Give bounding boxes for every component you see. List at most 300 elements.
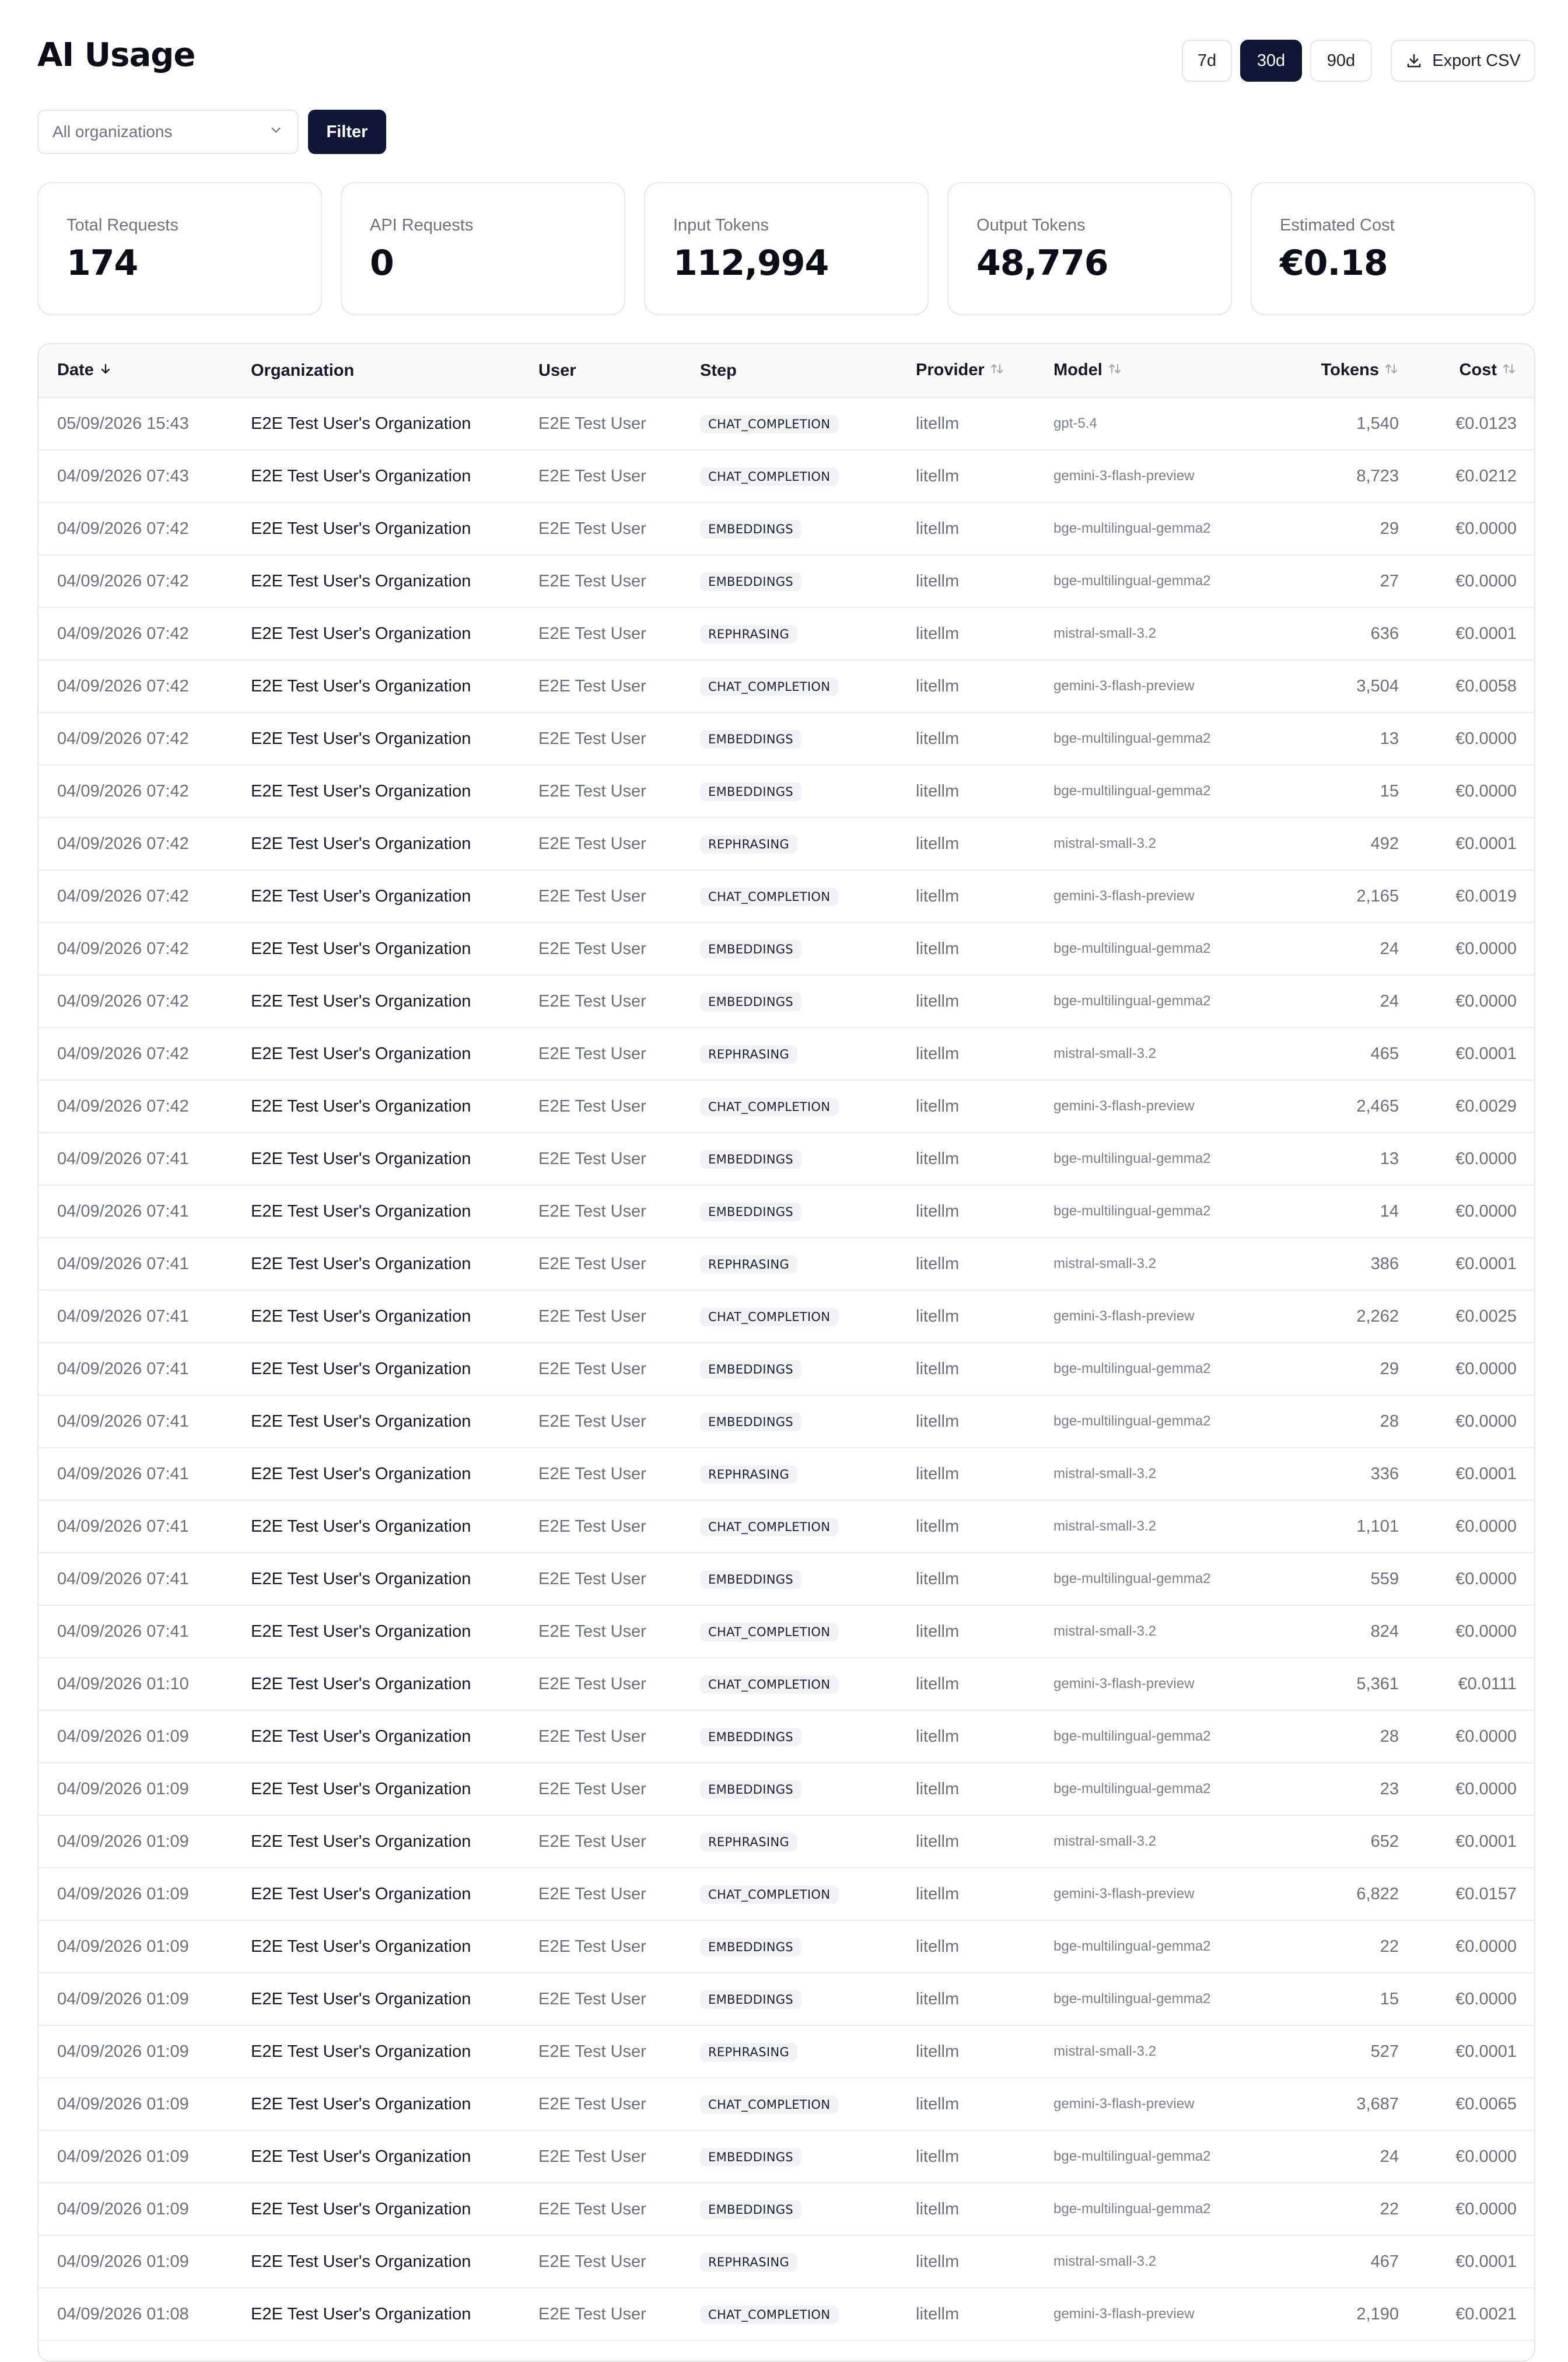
table-row (38, 765, 1534, 817)
table-row (38, 1080, 1534, 1133)
column-header-label: Model (1054, 361, 1102, 380)
cell-step (700, 2025, 916, 2078)
cell-tokens: 6,822 (1265, 1868, 1416, 1920)
table-row (38, 397, 1534, 450)
cell-tokens: 23 (1265, 1763, 1416, 1815)
table-row (38, 2130, 1534, 2183)
cell-model: bge-multilingual-gemma2 (1054, 502, 1265, 555)
cell-cost: €0.0000 (1416, 975, 1534, 1028)
column-header-provider[interactable] (916, 344, 1054, 397)
table-row (38, 1133, 1534, 1185)
cell-organization: E2E Test User's Organization (251, 765, 538, 817)
step-badge: CHAT_COMPLETION (700, 1518, 838, 1536)
cell-organization: E2E Test User's Organization (251, 1185, 538, 1238)
cell-user: E2E Test User (538, 1500, 700, 1553)
usage-table (38, 344, 1534, 2341)
table-row (38, 1185, 1534, 1238)
cell-cost: €0.0000 (1416, 712, 1534, 765)
cell-cost: €0.0157 (1416, 1868, 1534, 1920)
cell-organization: E2E Test User's Organization (251, 397, 538, 450)
cell-model: gemini-3-flash-preview (1054, 1868, 1265, 1920)
cell-provider: litellm (916, 923, 1054, 975)
cell-date: 04/09/2026 01:09 (38, 2183, 251, 2235)
cell-organization: E2E Test User's Organization (251, 2183, 538, 2235)
usage-table-container (37, 343, 1535, 2362)
cell-model: gemini-3-flash-preview (1054, 660, 1265, 712)
cell-organization: E2E Test User's Organization (251, 1605, 538, 1658)
cell-cost: €0.0001 (1416, 1815, 1534, 1868)
cell-cost: €0.0000 (1416, 1710, 1534, 1763)
cell-tokens: 28 (1265, 1395, 1416, 1448)
table-row (38, 712, 1534, 765)
cell-model: mistral-small-3.2 (1054, 1238, 1265, 1290)
table-row (38, 1343, 1534, 1395)
cell-cost: €0.0019 (1416, 870, 1534, 923)
cell-step (700, 817, 916, 870)
cell-organization: E2E Test User's Organization (251, 450, 538, 502)
cell-date: 04/09/2026 01:09 (38, 1710, 251, 1763)
cell-cost: €0.0001 (1416, 817, 1534, 870)
cell-tokens: 2,165 (1265, 870, 1416, 923)
cell-date: 04/09/2026 07:41 (38, 1290, 251, 1343)
cell-provider: litellm (916, 1973, 1054, 2025)
cell-step (700, 1238, 916, 1290)
step-badge: EMBEDDINGS (700, 2200, 802, 2219)
column-header-cost[interactable] (1416, 344, 1534, 397)
cell-step (700, 2078, 916, 2130)
cell-date: 04/09/2026 07:42 (38, 765, 251, 817)
step-badge: EMBEDDINGS (700, 1570, 802, 1589)
cell-organization: E2E Test User's Organization (251, 1028, 538, 1080)
step-badge: EMBEDDINGS (700, 1203, 802, 1221)
cell-cost: €0.0058 (1416, 660, 1534, 712)
cell-provider: litellm (916, 817, 1054, 870)
step-badge: REPHRASING (700, 2043, 797, 2061)
cell-cost: €0.0000 (1416, 2183, 1534, 2235)
step-badge: REPHRASING (700, 1045, 797, 1064)
cell-cost: €0.0000 (1416, 1343, 1534, 1395)
range-30d-button[interactable]: 30d (1240, 40, 1302, 82)
cell-model: mistral-small-3.2 (1054, 1500, 1265, 1553)
step-badge: CHAT_COMPLETION (700, 467, 838, 486)
cell-provider: litellm (916, 1028, 1054, 1080)
cell-date: 04/09/2026 07:41 (38, 1500, 251, 1553)
cell-tokens: 1,101 (1265, 1500, 1416, 1553)
table-row (38, 1605, 1534, 1658)
cell-date: 04/09/2026 07:41 (38, 1605, 251, 1658)
cell-date: 05/09/2026 15:43 (38, 397, 251, 450)
cell-model: gemini-3-flash-preview (1054, 1080, 1265, 1133)
table-row (38, 1500, 1534, 1553)
cell-cost: €0.0123 (1416, 397, 1534, 450)
table-row (38, 1815, 1534, 1868)
cell-cost: €0.0001 (1416, 2025, 1534, 2078)
cell-date: 04/09/2026 07:42 (38, 555, 251, 607)
cell-model: bge-multilingual-gemma2 (1054, 1395, 1265, 1448)
cell-step (700, 1500, 916, 1553)
cell-cost: €0.0001 (1416, 607, 1534, 660)
cell-provider: litellm (916, 1500, 1054, 1553)
step-badge: EMBEDDINGS (700, 2148, 802, 2167)
cell-provider: litellm (916, 2078, 1054, 2130)
cell-model: mistral-small-3.2 (1054, 2235, 1265, 2288)
step-badge: EMBEDDINGS (700, 1728, 802, 1746)
cell-cost: €0.0001 (1416, 2235, 1534, 2288)
cell-date: 04/09/2026 07:42 (38, 712, 251, 765)
step-badge: EMBEDDINGS (700, 1150, 802, 1169)
cell-provider: litellm (916, 555, 1054, 607)
table-row (38, 923, 1534, 975)
cell-step (700, 660, 916, 712)
cell-model: bge-multilingual-gemma2 (1054, 712, 1265, 765)
cell-user: E2E Test User (538, 923, 700, 975)
cell-cost: €0.0000 (1416, 1973, 1534, 2025)
cell-model: bge-multilingual-gemma2 (1054, 923, 1265, 975)
stat-card-estimated-cost (1251, 182, 1535, 315)
cell-date: 04/09/2026 01:09 (38, 1920, 251, 1973)
cell-user: E2E Test User (538, 1395, 700, 1448)
cell-provider: litellm (916, 870, 1054, 923)
cell-date: 04/09/2026 01:09 (38, 2235, 251, 2288)
cell-tokens: 29 (1265, 502, 1416, 555)
stat-label: Output Tokens (977, 216, 1086, 235)
cell-provider: litellm (916, 397, 1054, 450)
cell-tokens: 636 (1265, 607, 1416, 660)
table-row (38, 2235, 1534, 2288)
cell-model: bge-multilingual-gemma2 (1054, 1763, 1265, 1815)
cell-user: E2E Test User (538, 1080, 700, 1133)
cell-step (700, 1028, 916, 1080)
cell-cost: €0.0000 (1416, 1395, 1534, 1448)
arrow-down-icon (99, 361, 113, 380)
cell-model: bge-multilingual-gemma2 (1054, 1133, 1265, 1185)
step-badge: REPHRASING (700, 835, 797, 854)
cell-provider: litellm (916, 1815, 1054, 1868)
cell-user: E2E Test User (538, 817, 700, 870)
cell-user: E2E Test User (538, 1973, 700, 2025)
cell-user: E2E Test User (538, 555, 700, 607)
cell-organization: E2E Test User's Organization (251, 555, 538, 607)
step-badge: CHAT_COMPLETION (700, 1098, 838, 1116)
sort-icon (1107, 361, 1122, 380)
cell-cost: €0.0000 (1416, 2130, 1534, 2183)
cell-date: 04/09/2026 07:42 (38, 975, 251, 1028)
cell-model: mistral-small-3.2 (1054, 1605, 1265, 1658)
cell-provider: litellm (916, 2235, 1054, 2288)
cell-date: 04/09/2026 07:41 (38, 1185, 251, 1238)
cell-tokens: 824 (1265, 1605, 1416, 1658)
cell-date: 04/09/2026 01:08 (38, 2288, 251, 2340)
column-header-label: Date (57, 361, 94, 380)
cell-user: E2E Test User (538, 2025, 700, 2078)
column-header-label: Organization (251, 361, 355, 380)
cell-organization: E2E Test User's Organization (251, 1448, 538, 1500)
cell-step (700, 1605, 916, 1658)
cell-cost: €0.0001 (1416, 1448, 1534, 1500)
cell-cost: €0.0111 (1416, 1658, 1534, 1710)
cell-step (700, 1658, 916, 1710)
cell-provider: litellm (916, 712, 1054, 765)
cell-organization: E2E Test User's Organization (251, 502, 538, 555)
stat-label: Total Requests (66, 216, 178, 235)
cell-model: bge-multilingual-gemma2 (1054, 2130, 1265, 2183)
column-header-label: Tokens (1321, 361, 1379, 380)
cell-date: 04/09/2026 01:09 (38, 2025, 251, 2078)
cell-organization: E2E Test User's Organization (251, 2288, 538, 2340)
table-row (38, 1710, 1534, 1763)
cell-model: bge-multilingual-gemma2 (1054, 1710, 1265, 1763)
step-badge: EMBEDDINGS (700, 1990, 802, 2009)
stat-card-output-tokens (947, 182, 1232, 315)
cell-tokens: 15 (1265, 1973, 1416, 2025)
column-header-user (538, 344, 700, 397)
cell-step (700, 450, 916, 502)
column-header-model[interactable] (1054, 344, 1265, 397)
cell-date: 04/09/2026 07:42 (38, 870, 251, 923)
cell-model: gemini-3-flash-preview (1054, 1658, 1265, 1710)
stat-label: API Requests (370, 216, 474, 235)
step-badge: CHAT_COMPLETION (700, 1885, 838, 1904)
export-csv-button[interactable] (1391, 40, 1535, 82)
step-badge: EMBEDDINGS (700, 993, 802, 1011)
cell-date: 04/09/2026 07:42 (38, 1080, 251, 1133)
table-row (38, 607, 1534, 660)
cell-step (700, 2130, 916, 2183)
cell-organization: E2E Test User's Organization (251, 1658, 538, 1710)
table-row (38, 2288, 1534, 2340)
cell-organization: E2E Test User's Organization (251, 1815, 538, 1868)
cell-step (700, 502, 916, 555)
column-header-tokens[interactable] (1265, 344, 1416, 397)
cell-organization: E2E Test User's Organization (251, 870, 538, 923)
cell-provider: litellm (916, 1238, 1054, 1290)
table-row (38, 502, 1534, 555)
cell-date: 04/09/2026 07:41 (38, 1133, 251, 1185)
cell-step (700, 2183, 916, 2235)
cell-provider: litellm (916, 1553, 1054, 1605)
cell-date: 04/09/2026 01:09 (38, 1763, 251, 1815)
cell-organization: E2E Test User's Organization (251, 1868, 538, 1920)
cell-user: E2E Test User (538, 1605, 700, 1658)
cell-date: 04/09/2026 07:42 (38, 607, 251, 660)
cell-provider: litellm (916, 502, 1054, 555)
cell-cost: €0.0000 (1416, 502, 1534, 555)
cell-tokens: 8,723 (1265, 450, 1416, 502)
cell-date: 04/09/2026 07:41 (38, 1448, 251, 1500)
cell-provider: litellm (916, 2183, 1054, 2235)
step-badge: REPHRASING (700, 2253, 797, 2272)
cell-tokens: 2,465 (1265, 1080, 1416, 1133)
table-row (38, 1868, 1534, 1920)
cell-step (700, 712, 916, 765)
cell-provider: litellm (916, 2288, 1054, 2340)
cell-organization: E2E Test User's Organization (251, 1710, 538, 1763)
stat-label: Input Tokens (673, 216, 769, 235)
cell-organization: E2E Test User's Organization (251, 2235, 538, 2288)
cell-provider: litellm (916, 1658, 1054, 1710)
cell-tokens: 24 (1265, 2130, 1416, 2183)
cell-cost: €0.0021 (1416, 2288, 1534, 2340)
cell-provider: litellm (916, 607, 1054, 660)
table-row (38, 1553, 1534, 1605)
cell-date: 04/09/2026 01:09 (38, 1868, 251, 1920)
cell-user: E2E Test User (538, 1290, 700, 1343)
cell-user: E2E Test User (538, 2288, 700, 2340)
table-row (38, 1973, 1534, 2025)
cell-tokens: 13 (1265, 712, 1416, 765)
cell-organization: E2E Test User's Organization (251, 1920, 538, 1973)
cell-step (700, 975, 916, 1028)
step-badge: CHAT_COMPLETION (700, 1675, 838, 1694)
step-badge: CHAT_COMPLETION (700, 2095, 838, 2114)
cell-provider: litellm (916, 1920, 1054, 1973)
cell-user: E2E Test User (538, 1763, 700, 1815)
organization-select-value: All organizations (52, 123, 173, 141)
cell-user: E2E Test User (538, 2130, 700, 2183)
step-badge: CHAT_COMPLETION (700, 415, 838, 434)
cell-date: 04/09/2026 07:43 (38, 450, 251, 502)
cell-organization: E2E Test User's Organization (251, 1133, 538, 1185)
cell-tokens: 22 (1265, 2183, 1416, 2235)
stat-value: €0.18 (1280, 243, 1388, 284)
cell-tokens: 336 (1265, 1448, 1416, 1500)
organization-select[interactable] (37, 110, 299, 154)
cell-provider: litellm (916, 2025, 1054, 2078)
cell-organization: E2E Test User's Organization (251, 923, 538, 975)
range-90d-button[interactable]: 90d (1310, 40, 1372, 82)
step-badge: EMBEDDINGS (700, 1938, 802, 1956)
cell-cost: €0.0212 (1416, 450, 1534, 502)
table-row (38, 660, 1534, 712)
cell-provider: litellm (916, 1133, 1054, 1185)
cell-provider: litellm (916, 1185, 1054, 1238)
column-header-label: Step (700, 361, 737, 380)
filter-button[interactable]: Filter (308, 110, 386, 154)
cell-tokens: 28 (1265, 1710, 1416, 1763)
cell-step (700, 1920, 916, 1973)
column-header-step (700, 344, 916, 397)
cell-cost: €0.0025 (1416, 1290, 1534, 1343)
cell-user: E2E Test User (538, 975, 700, 1028)
table-row (38, 975, 1534, 1028)
cell-organization: E2E Test User's Organization (251, 817, 538, 870)
cell-provider: litellm (916, 1395, 1054, 1448)
cell-model: mistral-small-3.2 (1054, 607, 1265, 660)
cell-tokens: 24 (1265, 923, 1416, 975)
cell-organization: E2E Test User's Organization (251, 1500, 538, 1553)
cell-date: 04/09/2026 07:42 (38, 660, 251, 712)
step-badge: EMBEDDINGS (700, 1360, 802, 1379)
cell-tokens: 15 (1265, 765, 1416, 817)
stat-card-input-tokens (644, 182, 929, 315)
cell-provider: litellm (916, 1868, 1054, 1920)
cell-tokens: 1,540 (1265, 397, 1416, 450)
cell-step (700, 765, 916, 817)
step-badge: EMBEDDINGS (700, 940, 802, 959)
cell-provider: litellm (916, 765, 1054, 817)
step-badge: EMBEDDINGS (700, 730, 802, 749)
page-title: AI Usage (37, 36, 195, 74)
cell-organization: E2E Test User's Organization (251, 2025, 538, 2078)
cell-model: gemini-3-flash-preview (1054, 1290, 1265, 1343)
step-badge: REPHRASING (700, 1833, 797, 1851)
cell-model: gemini-3-flash-preview (1054, 2078, 1265, 2130)
cell-date: 04/09/2026 01:09 (38, 2130, 251, 2183)
cell-tokens: 527 (1265, 2025, 1416, 2078)
cell-organization: E2E Test User's Organization (251, 1290, 538, 1343)
cell-model: mistral-small-3.2 (1054, 817, 1265, 870)
cell-user: E2E Test User (538, 712, 700, 765)
cell-step (700, 1290, 916, 1343)
cell-provider: litellm (916, 1448, 1054, 1500)
cell-user: E2E Test User (538, 1238, 700, 1290)
cell-step (700, 1080, 916, 1133)
cell-user: E2E Test User (538, 397, 700, 450)
cell-provider: litellm (916, 1605, 1054, 1658)
table-row (38, 2078, 1534, 2130)
table-row (38, 1290, 1534, 1343)
cell-cost: €0.0001 (1416, 1028, 1534, 1080)
cell-tokens: 24 (1265, 975, 1416, 1028)
cell-model: bge-multilingual-gemma2 (1054, 1343, 1265, 1395)
cell-step (700, 1185, 916, 1238)
cell-date: 04/09/2026 07:41 (38, 1343, 251, 1395)
cell-user: E2E Test User (538, 1658, 700, 1710)
stat-card-api-requests (341, 182, 625, 315)
step-badge: CHAT_COMPLETION (700, 1623, 838, 1641)
range-7d-button[interactable]: 7d (1182, 40, 1232, 82)
table-row (38, 870, 1534, 923)
step-badge: EMBEDDINGS (700, 1413, 802, 1431)
table-row (38, 2025, 1534, 2078)
cell-user: E2E Test User (538, 660, 700, 712)
cell-model: mistral-small-3.2 (1054, 1448, 1265, 1500)
cell-user: E2E Test User (538, 607, 700, 660)
cell-provider: litellm (916, 1343, 1054, 1395)
cell-tokens: 652 (1265, 1815, 1416, 1868)
column-header-label: User (538, 361, 576, 380)
cell-user: E2E Test User (538, 1815, 700, 1868)
cell-cost: €0.0029 (1416, 1080, 1534, 1133)
step-badge: EMBEDDINGS (700, 572, 802, 591)
cell-user: E2E Test User (538, 502, 700, 555)
table-row (38, 1448, 1534, 1500)
table-row (38, 1920, 1534, 1973)
cell-tokens: 465 (1265, 1028, 1416, 1080)
column-header-label: Cost (1459, 361, 1497, 380)
cell-cost: €0.0000 (1416, 555, 1534, 607)
cell-model: mistral-small-3.2 (1054, 2025, 1265, 2078)
cell-user: E2E Test User (538, 2235, 700, 2288)
cell-date: 04/09/2026 07:41 (38, 1395, 251, 1448)
cell-organization: E2E Test User's Organization (251, 1238, 538, 1290)
cell-step (700, 1553, 916, 1605)
column-header-date[interactable] (38, 344, 251, 397)
cell-model: bge-multilingual-gemma2 (1054, 555, 1265, 607)
chevron-down-icon (268, 123, 284, 142)
cell-tokens: 3,504 (1265, 660, 1416, 712)
cell-date: 04/09/2026 01:09 (38, 1815, 251, 1868)
cell-date: 04/09/2026 01:09 (38, 1973, 251, 2025)
stat-label: Estimated Cost (1280, 216, 1395, 235)
cell-organization: E2E Test User's Organization (251, 660, 538, 712)
cell-step (700, 1763, 916, 1815)
cell-organization: E2E Test User's Organization (251, 1973, 538, 2025)
cell-cost: €0.0000 (1416, 765, 1534, 817)
cell-cost: €0.0000 (1416, 1605, 1534, 1658)
step-badge: REPHRASING (700, 1465, 797, 1484)
cell-user: E2E Test User (538, 1868, 700, 1920)
